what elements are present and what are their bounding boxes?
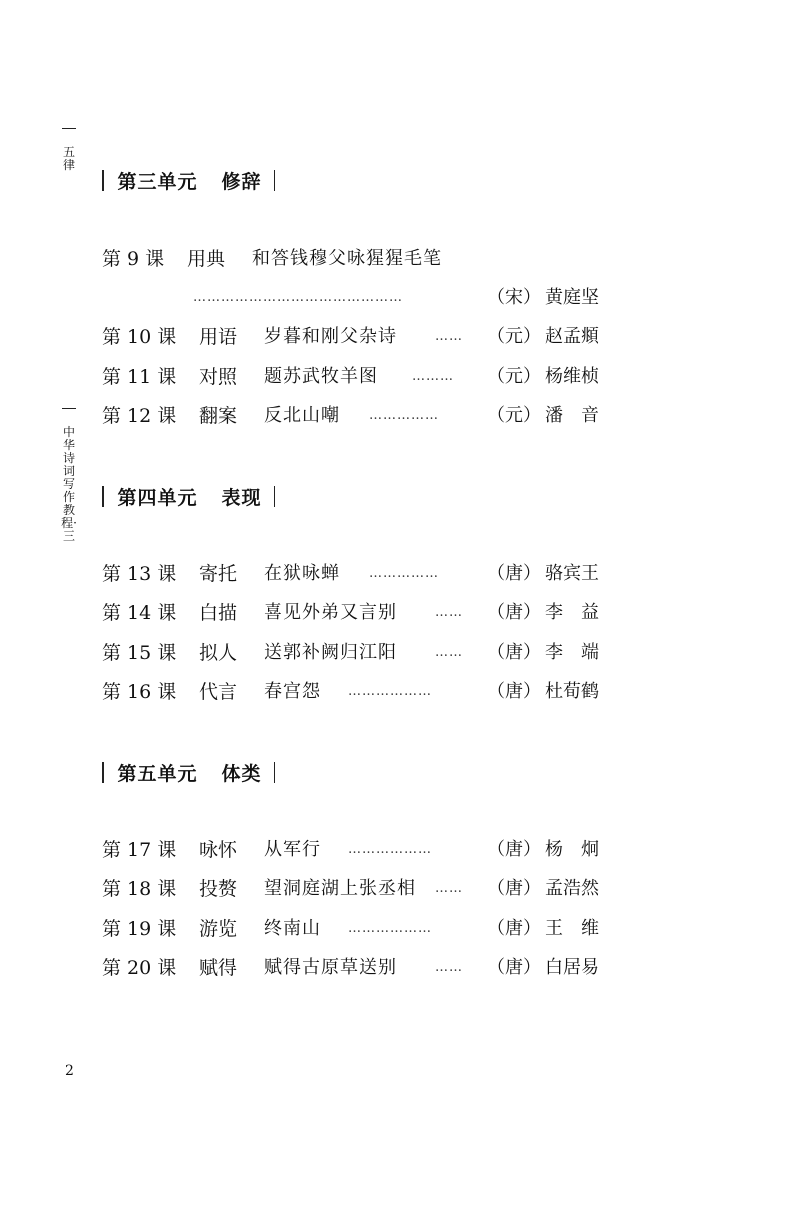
dot-leader: ……………………………………… [193,290,403,305]
lesson-number: 第 14 课 [102,602,177,624]
lesson-number: 第 15 课 [102,642,177,664]
unit-bar-right [274,170,276,191]
lesson-topic: 赋得 [199,957,238,979]
dot-leader: …… [435,605,463,620]
poem-title: 题苏武牧羊图 [264,366,378,387]
dynasty: （元） [487,405,541,426]
dot-leader: …………… [369,408,439,423]
dot-leader: ……………… [348,842,432,857]
unit-bar-left [102,170,104,191]
lesson-number: 第 10 课 [102,326,177,348]
lesson-number: 第 20 课 [102,957,177,979]
dynasty: （唐） [487,957,541,978]
lesson-topic: 用典 [187,248,226,270]
lesson-topic: 游览 [199,918,238,940]
dynasty: （唐） [487,878,541,899]
author: 杨 炯 [545,839,599,860]
dot-leader: ……………… [348,921,432,936]
dynasty: （唐） [487,563,541,584]
dot-leader: ……………… [348,684,432,699]
dynasty: （唐） [487,602,541,623]
poem-title: 望洞庭湖上张丞相 [264,878,416,899]
lesson-topic: 咏怀 [199,839,238,861]
dynasty: （唐） [487,839,541,860]
dynasty: （元） [487,326,541,347]
author: 黄庭坚 [545,287,599,308]
dot-leader: ……… [412,369,454,384]
unit-number: 第四单元 [117,486,198,509]
lesson-topic: 翻案 [199,405,238,427]
unit-bar-left [102,762,104,783]
side-section-label: 五律 [62,145,75,172]
side-book-title: 中华诗词写作教程·三 [61,425,77,543]
author: 李 益 [545,602,599,623]
lesson-topic: 白描 [199,602,238,624]
lesson-number: 第 9 课 [102,248,165,270]
author: 杜荀鹤 [545,681,599,702]
side-rule-top [62,128,76,129]
lesson-number: 第 11 课 [102,366,177,388]
unit-heading [102,484,275,508]
unit-title: 修辞 [221,170,262,193]
poem-title: 反北山嘲 [264,405,340,426]
dot-leader: …… [435,645,463,660]
author: 潘 音 [545,405,599,426]
unit-number: 第五单元 [117,762,198,785]
author: 孟浩然 [545,878,599,899]
unit-title: 体类 [221,762,262,785]
side-rule-middle [62,408,76,409]
unit-bar-right [274,486,276,507]
dynasty: （元） [487,366,541,387]
lesson-number: 第 19 课 [102,918,177,940]
dynasty: （宋） [487,287,541,308]
unit-title: 表现 [221,486,262,509]
lesson-number: 第 12 课 [102,405,177,427]
author: 王 维 [545,918,599,939]
poem-title: 终南山 [264,918,321,939]
author: 李 端 [545,642,599,663]
poem-title: 春宫怨 [264,681,321,702]
dot-leader: …… [435,329,463,344]
lesson-number: 第 16 课 [102,681,177,703]
lesson-topic: 对照 [199,366,238,388]
poem-title: 和答钱穆父咏猩猩毛笔 [252,248,442,269]
poem-title: 在狱咏蝉 [264,563,340,584]
unit-bar-right [274,762,276,783]
unit-heading [102,168,275,192]
unit-bar-left [102,486,104,507]
lesson-number: 第 18 课 [102,878,177,900]
dynasty: （唐） [487,918,541,939]
poem-title: 从军行 [264,839,321,860]
author: 杨维桢 [545,366,599,387]
lesson-number: 第 17 课 [102,839,177,861]
dot-leader: …… [435,881,463,896]
dynasty: （唐） [487,642,541,663]
page-number: 2 [65,1063,74,1079]
poem-title: 喜见外弟又言别 [264,602,397,623]
lesson-topic: 拟人 [199,642,238,664]
unit-heading [102,760,275,784]
author: 骆宾王 [545,563,599,584]
lesson-topic: 用语 [199,326,238,348]
lesson-number: 第 13 课 [102,563,177,585]
dot-leader: …… [435,960,463,975]
lesson-topic: 代言 [199,681,238,703]
author: 赵孟頫 [545,326,599,347]
lesson-topic: 投赘 [199,878,238,900]
unit-number: 第三单元 [117,170,198,193]
poem-title: 岁暮和刚父杂诗 [264,326,397,347]
author: 白居易 [545,957,599,978]
poem-title: 送郭补阙归江阳 [264,642,397,663]
poem-title: 赋得古原草送别 [264,957,397,978]
dot-leader: …………… [369,566,439,581]
dynasty: （唐） [487,681,541,702]
lesson-topic: 寄托 [199,563,238,585]
